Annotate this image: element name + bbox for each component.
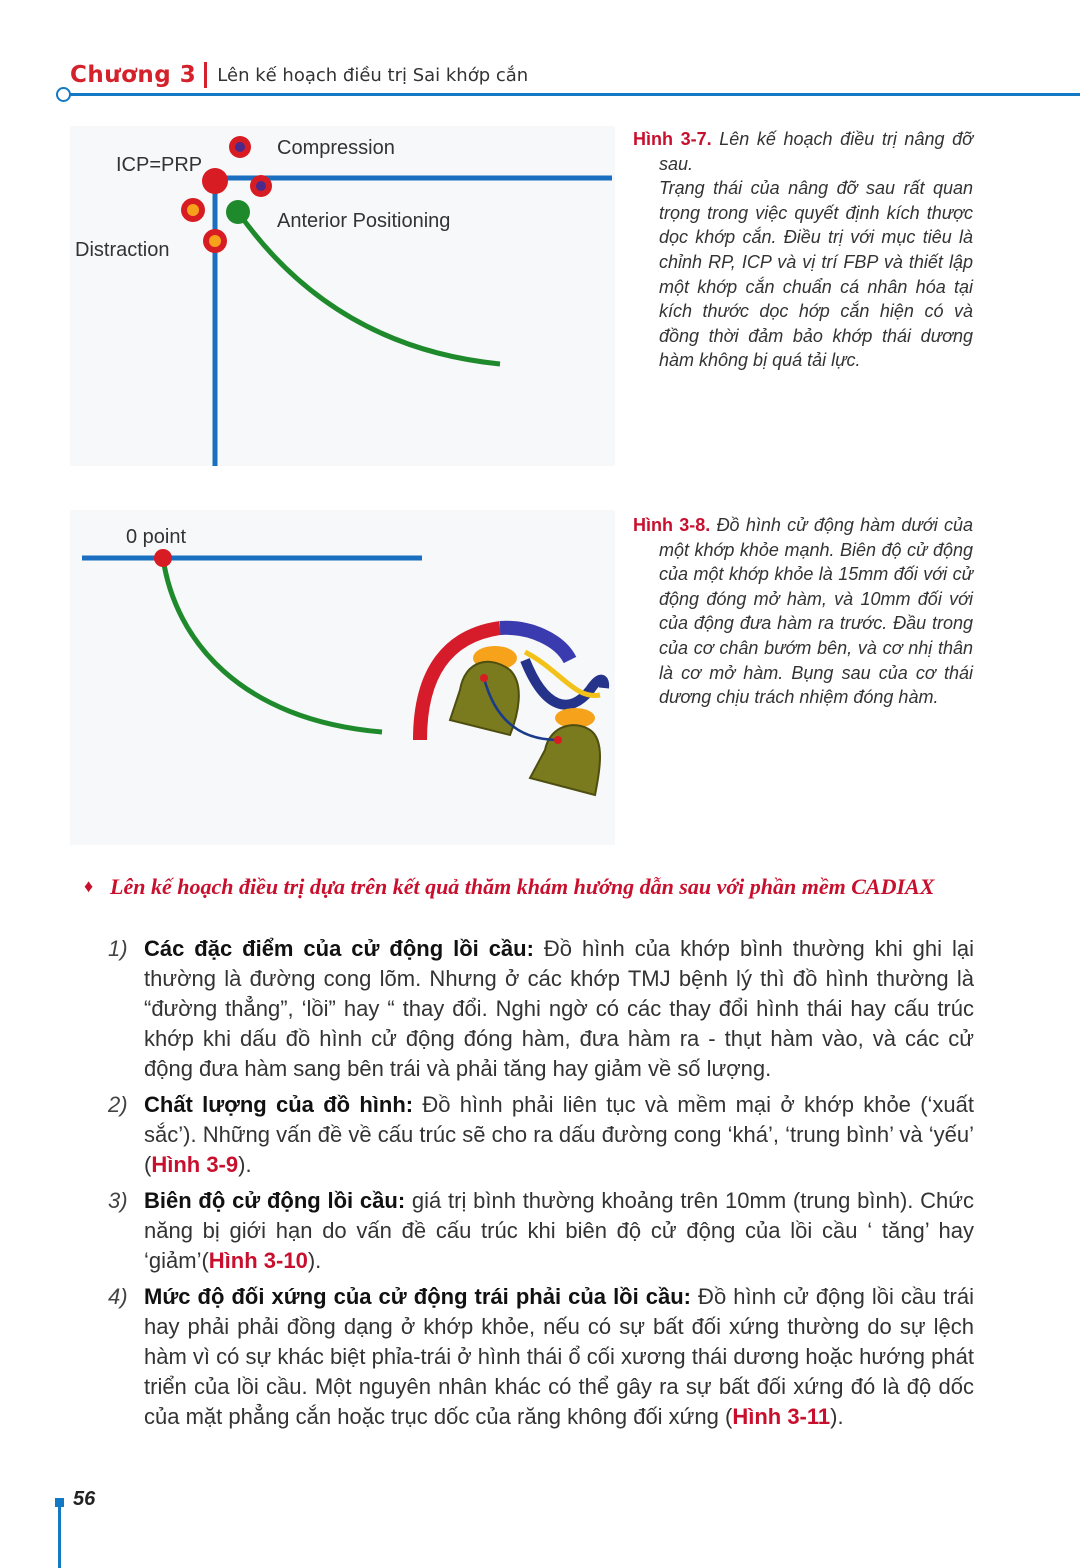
distraction-dot-core <box>209 235 221 247</box>
anterior-label: Anterior Positioning <box>277 210 451 232</box>
list-item-tail: ). <box>238 1152 252 1177</box>
list-item-number: 1) <box>108 936 128 961</box>
running-header <box>70 58 528 92</box>
footer-bar-marker <box>55 1498 64 1507</box>
list-item-term: Các đặc điểm của cử động lồi cầu: <box>144 936 534 961</box>
section-heading <box>84 872 964 901</box>
caption-3-7-first: Lên kế hoạch điều trị nâng đỡ sau. <box>659 129 973 174</box>
zero-point-label: 0 point <box>126 526 187 548</box>
caption-3-7-body: Trạng thái của nâng đỡ sau rất quan trọng trong việc quyết định kích thược dọc khớp cắn. Điều trị với mục tiêu là chỉnh RP, ICP và vị trí FBP và thiết lập một khớp cắn chuẩn cá nhân hóa tại kích thước dọc hớp cắn hiện có và đồng thời đảm bảo khớp thái dương hàm không bị quá tải lực. <box>659 178 973 371</box>
caption-3-8 <box>633 513 973 710</box>
figure-3-8-diagram <box>70 510 615 845</box>
diamond-bullet-icon: ♦ <box>84 876 94 896</box>
numbered-list <box>108 934 974 1438</box>
list-item-term: Biên độ cử động lồi cầu: <box>144 1188 406 1213</box>
chapter-label: Chương 3 <box>70 62 197 88</box>
figure-3-7-diagram <box>70 126 615 466</box>
list-item-text: Đồ hình cử động lồi cầu trái hay phải phải đồng dạng ở khớp khỏe, nếu có sự bất đối xứng thường do sự lệch hàm vì có sự khác biệt phỉa-trái ở hình thái ổ cối xương thái dương hoặc hướng phát triển của lồi cầu. Một nguyên nhân khác có thể gây ra sự bất đối xứng đó là độ dốc của mặt phẳng cắn hoặc trục dốc của răng không đối xứng ( <box>144 1284 974 1429</box>
list-item-text: Đồ hình của khớp bình thường khi ghi lại thường là đường cong lõm. Nhưng ở các khớp TMJ bệnh lý thì đồ hình thường là “đường thẳng”, ‘lồi” hay “ thay đổi. Nghi ngờ có các thay đổi hình thái hay cấu trúc khớp khi dấu đồ hình cử động đóng hàm, đưa hàm ra - thụt hàm vào, và các cử động đưa hàm sang bên trái và phải tăng hay giảm về số lượng. <box>144 936 974 1081</box>
figure-3-8 <box>70 510 615 845</box>
figure-ref-3-9[interactable]: Hình 3-9 <box>151 1152 239 1177</box>
chapter-title: Lên kế hoạch điều trị Sai khớp cắn <box>217 64 529 86</box>
footer-bar <box>58 1498 61 1568</box>
distraction-dot-upper-core <box>187 204 199 216</box>
compression-label: Compression <box>277 137 395 159</box>
caption-3-8-label: Hình 3-8. <box>633 515 711 535</box>
compression-dot-core <box>235 142 245 152</box>
zero-point-dot <box>154 549 172 567</box>
header-separator <box>204 62 207 88</box>
list-item-term: Chất lượng của đồ hình: <box>144 1092 414 1117</box>
list-item-term: Mức độ đối xứng của cử động trái phải của lồi cầu: <box>144 1284 692 1309</box>
list-item <box>108 1090 974 1180</box>
list-item-number: 3) <box>108 1188 128 1213</box>
list-item-text: giá trị bình thường khoảng trên 10mm (trung bình). Chức năng bị giới hạn do vấn đề cấu trúc khi biên độ cử động của lồi cầu ‘ tăng’ hay ‘giảm’( <box>144 1188 974 1273</box>
caption-3-7 <box>633 127 973 373</box>
list-item <box>108 1282 974 1432</box>
section-heading-text: Lên kế hoạch điều trị dựa trên kết quả thăm khám hướng dẫn sau với phần mềm CADIAX <box>110 874 935 899</box>
header-rule <box>64 93 1080 96</box>
list-item-number: 4) <box>108 1284 128 1309</box>
page-number: 56 <box>73 1488 96 1510</box>
header-rule-dot <box>56 87 71 102</box>
list-item-number: 2) <box>108 1092 128 1117</box>
icp-dot <box>202 168 228 194</box>
caption-3-7-label: Hình 3-7. <box>633 129 712 149</box>
list-item-tail: ). <box>307 1248 322 1273</box>
icp-label: ICP=PRP <box>116 154 203 176</box>
figure-ref-3-10[interactable]: Hình 3-10 <box>208 1248 308 1273</box>
list-item-text: Đồ hình phải liên tục và mềm mại ở khớp khỏe (‘xuất sắc’). Những vấn đề về cấu trúc sẽ cho ra dấu đường cong ‘khá’, ‘trung bình’ và ‘yếu’ ( <box>144 1092 974 1177</box>
anterior-dot-upper-core <box>256 181 266 191</box>
condyle-point-lower <box>554 736 562 744</box>
list-item <box>108 934 974 1084</box>
list-item-tail: ). <box>830 1404 844 1429</box>
caption-3-8-body: Đồ hình cử động hàm dưới của một khớp khỏe mạnh. Biên độ cử động của một khớp khỏe là 15mm đối với cử động đóng mở hàm, và 10mm đối với của động đưa hàm ra trước. Đầu trong của cơ chân bướm bên, và cơ nhị thân là cơ mở hàm. Bụng sau của cơ thái dương chịu trách nhiệm đóng hàm. <box>659 515 973 708</box>
figure-ref-3-11[interactable]: Hình 3-11 <box>732 1404 831 1429</box>
anterior-dot <box>226 200 250 224</box>
condyle-point-upper <box>480 674 488 682</box>
figure-3-7 <box>70 126 615 466</box>
list-item <box>108 1186 974 1276</box>
distraction-label: Distraction <box>75 239 170 261</box>
